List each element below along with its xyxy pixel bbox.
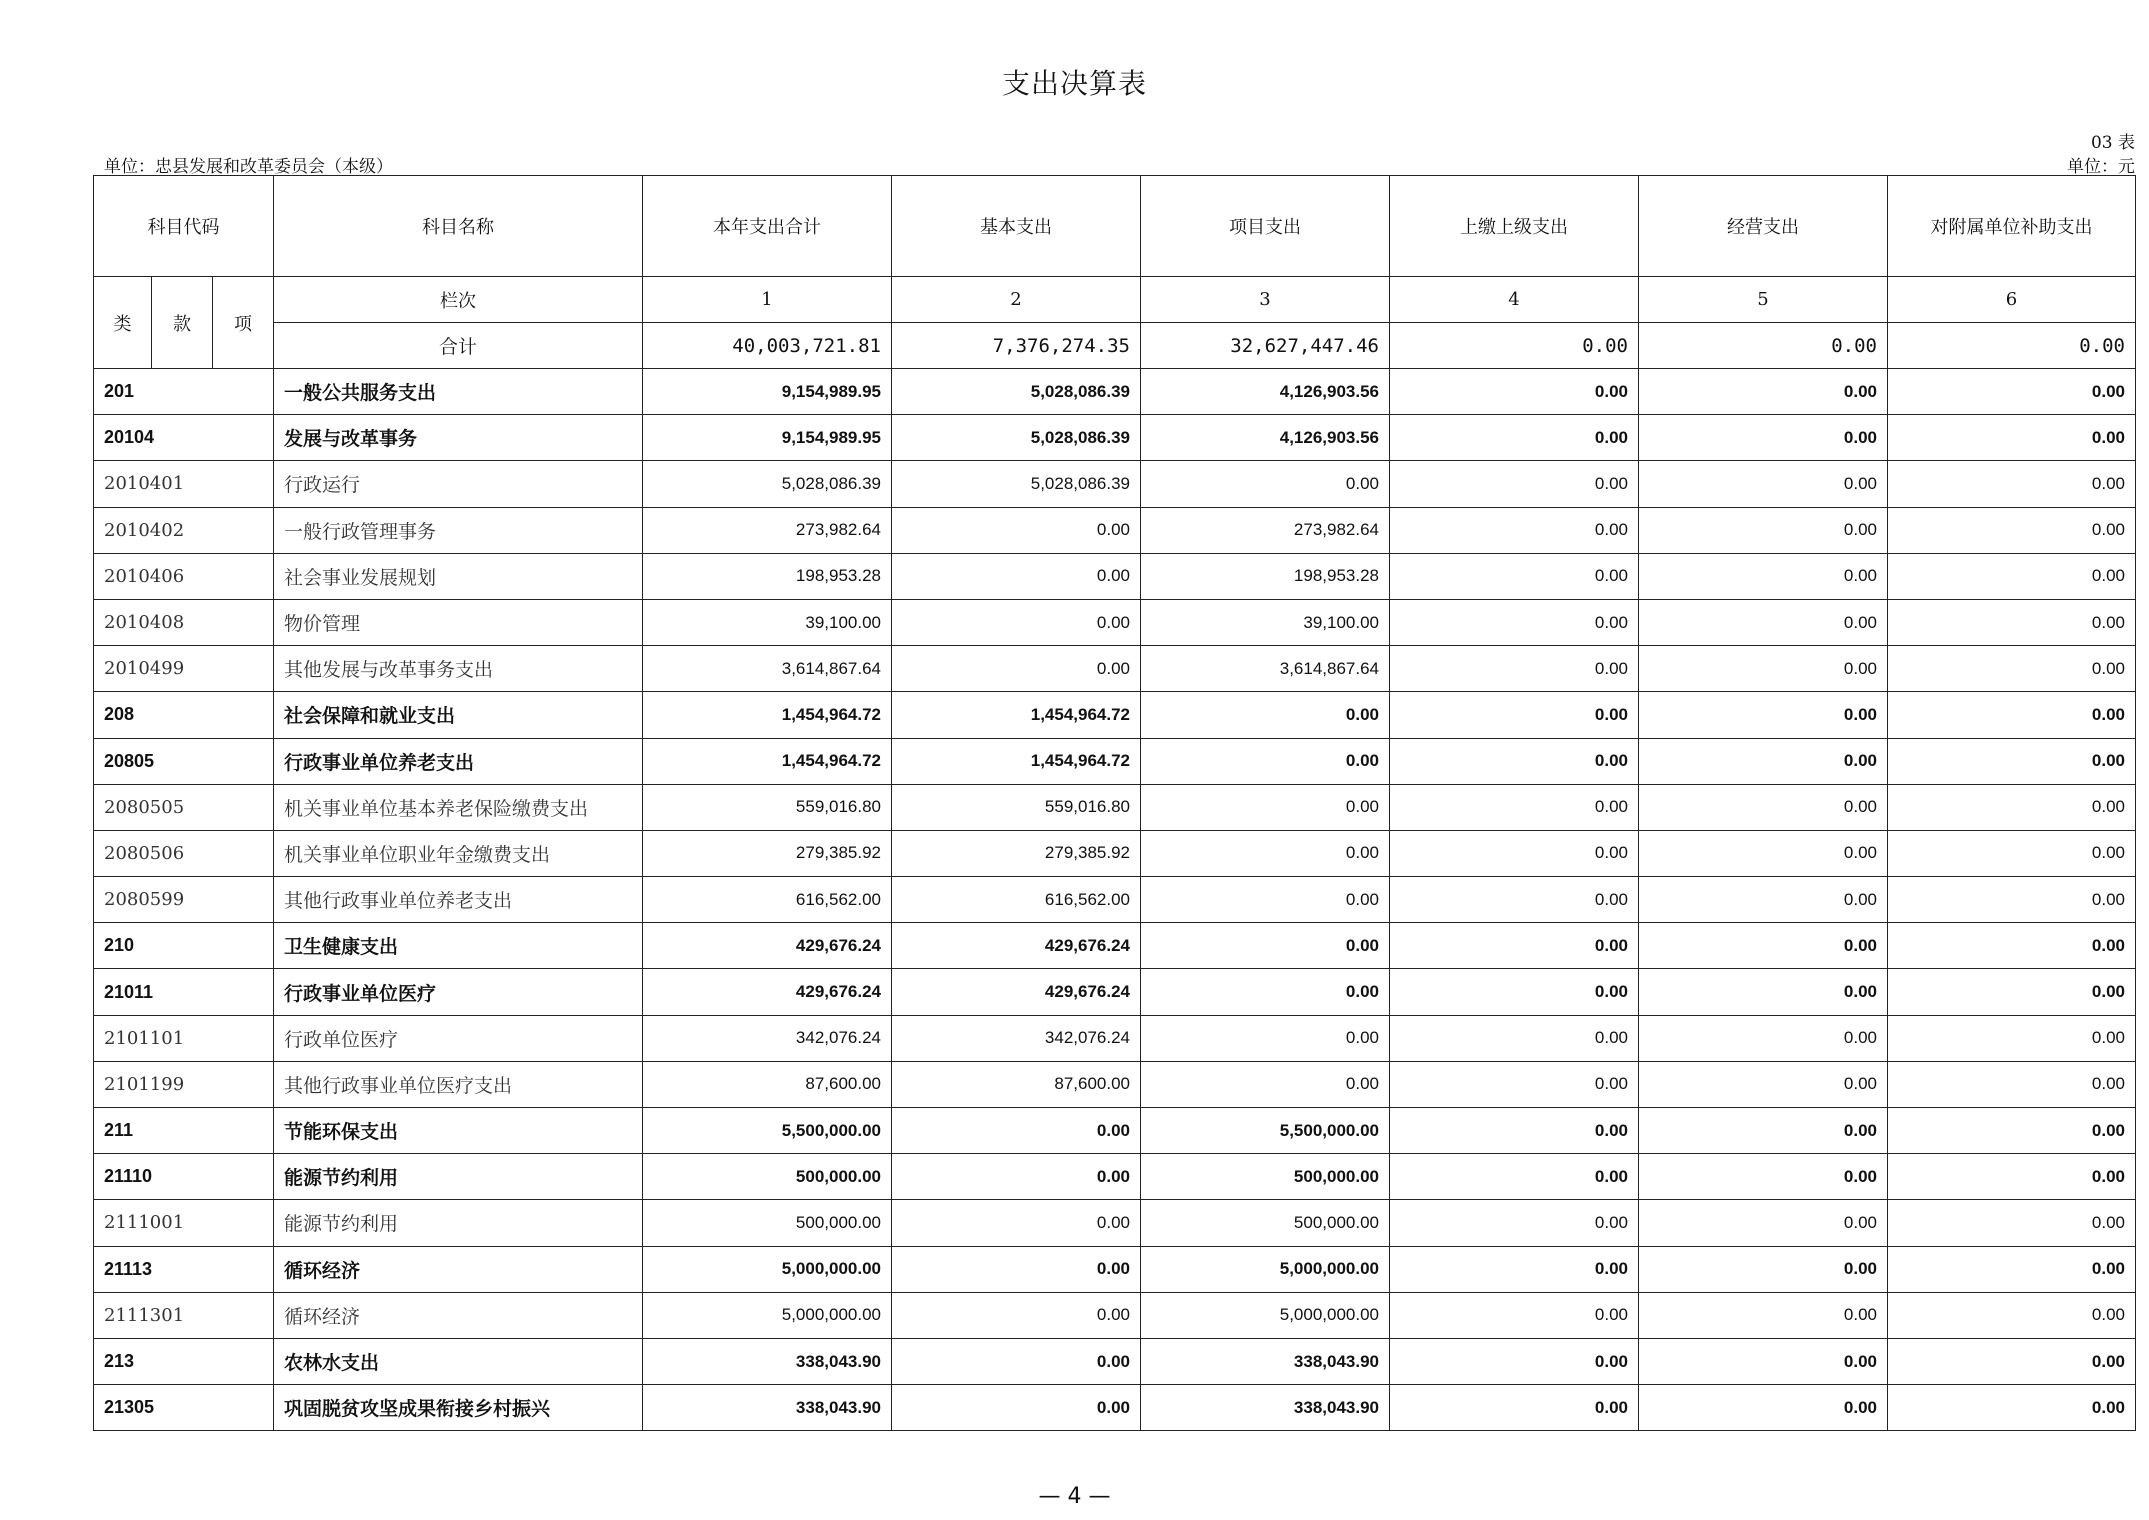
amount-cell: 0.00 <box>1390 738 1639 784</box>
subject-code: 211 <box>94 1108 274 1154</box>
amount-cell: 0.00 <box>1888 1385 2136 1431</box>
amount-cell: 0.00 <box>1639 784 1888 830</box>
column-index-6: 6 <box>1888 277 2136 323</box>
amount-cell: 500,000.00 <box>643 1154 892 1200</box>
header-basic: 基本支出 <box>892 176 1141 277</box>
amount-cell: 0.00 <box>1639 877 1888 923</box>
amount-cell: 0.00 <box>1141 461 1390 507</box>
amount-cell: 0.00 <box>1639 1108 1888 1154</box>
column-index-1: 1 <box>643 277 892 323</box>
subject-code: 213 <box>94 1338 274 1384</box>
amount-cell: 1,454,964.72 <box>892 738 1141 784</box>
amount-cell: 5,500,000.00 <box>643 1108 892 1154</box>
amount-cell: 0.00 <box>1390 1015 1639 1061</box>
amount-cell: 429,676.24 <box>643 923 892 969</box>
amount-cell: 0.00 <box>1390 1292 1639 1338</box>
form-number: 03 表 <box>2090 133 2135 153</box>
subject-code: 2080506 <box>94 830 274 876</box>
amount-cell: 0.00 <box>1888 692 2136 738</box>
amount-cell: 3,614,867.64 <box>1141 646 1390 692</box>
subject-name: 机关事业单位基本养老保险缴费支出 <box>274 784 643 830</box>
amount-cell: 500,000.00 <box>643 1200 892 1246</box>
amount-cell: 0.00 <box>1141 877 1390 923</box>
amount-cell: 0.00 <box>1639 1015 1888 1061</box>
subject-name: 机关事业单位职业年金缴费支出 <box>274 830 643 876</box>
table-row <box>94 923 2136 969</box>
header-name: 科目名称 <box>274 176 643 277</box>
total-label: 合计 <box>274 323 643 369</box>
amount-cell: 0.00 <box>1888 369 2136 415</box>
subject-name: 循环经济 <box>274 1246 643 1292</box>
total-value: 40,003,721.81 <box>643 323 892 369</box>
amount-cell: 5,028,086.39 <box>892 415 1141 461</box>
amount-cell: 198,953.28 <box>643 553 892 599</box>
amount-cell: 5,028,086.39 <box>892 461 1141 507</box>
amount-cell: 0.00 <box>1639 1246 1888 1292</box>
amount-cell: 0.00 <box>1888 1154 2136 1200</box>
amount-cell: 0.00 <box>1639 1154 1888 1200</box>
amount-cell: 0.00 <box>1390 369 1639 415</box>
amount-cell: 0.00 <box>1639 1385 1888 1431</box>
amount-cell: 0.00 <box>1390 1385 1639 1431</box>
amount-cell: 273,982.64 <box>643 507 892 553</box>
header-total: 本年支出合计 <box>643 176 892 277</box>
header-remit: 上缴上级支出 <box>1390 176 1639 277</box>
amount-cell: 0.00 <box>1639 553 1888 599</box>
table-row <box>94 738 2136 784</box>
amount-cell: 0.00 <box>892 1108 1141 1154</box>
table-row <box>94 369 2136 415</box>
subject-code: 2080505 <box>94 784 274 830</box>
table-row <box>94 784 2136 830</box>
amount-cell: 0.00 <box>1639 461 1888 507</box>
table-row <box>94 599 2136 645</box>
amount-cell: 0.00 <box>1888 1108 2136 1154</box>
amount-cell: 0.00 <box>1141 784 1390 830</box>
table-row <box>94 1108 2136 1154</box>
amount-cell: 0.00 <box>892 507 1141 553</box>
amount-cell: 5,000,000.00 <box>643 1246 892 1292</box>
amount-cell: 0.00 <box>1639 1200 1888 1246</box>
amount-cell: 0.00 <box>1639 369 1888 415</box>
amount-cell: 5,000,000.00 <box>1141 1246 1390 1292</box>
amount-cell: 39,100.00 <box>643 599 892 645</box>
amount-cell: 0.00 <box>892 1246 1141 1292</box>
amount-cell: 0.00 <box>1888 784 2136 830</box>
amount-cell: 0.00 <box>1141 692 1390 738</box>
amount-cell: 0.00 <box>1639 1292 1888 1338</box>
amount-cell: 0.00 <box>1888 923 2136 969</box>
amount-cell: 87,600.00 <box>643 1061 892 1107</box>
header-code: 科目代码 <box>94 176 274 277</box>
amount-cell: 0.00 <box>1141 1015 1390 1061</box>
subject-name: 能源节约利用 <box>274 1154 643 1200</box>
subject-code: 20805 <box>94 738 274 784</box>
amount-cell: 338,043.90 <box>643 1385 892 1431</box>
subject-name: 节能环保支出 <box>274 1108 643 1154</box>
amount-cell: 338,043.90 <box>643 1338 892 1384</box>
subject-code: 2080599 <box>94 877 274 923</box>
table-row <box>94 1385 2136 1431</box>
amount-cell: 500,000.00 <box>1141 1200 1390 1246</box>
subject-name: 行政事业单位养老支出 <box>274 738 643 784</box>
amount-cell: 0.00 <box>1888 461 2136 507</box>
amount-cell: 616,562.00 <box>643 877 892 923</box>
amount-cell: 0.00 <box>1888 1200 2136 1246</box>
amount-cell: 1,454,964.72 <box>643 738 892 784</box>
amount-cell: 0.00 <box>1888 1061 2136 1107</box>
amount-cell: 0.00 <box>1888 1292 2136 1338</box>
subject-name: 一般公共服务支出 <box>274 369 643 415</box>
amount-cell: 5,500,000.00 <box>1141 1108 1390 1154</box>
amount-cell: 342,076.24 <box>643 1015 892 1061</box>
subject-name: 发展与改革事务 <box>274 415 643 461</box>
subject-code: 201 <box>94 369 274 415</box>
column-index-5: 5 <box>1639 277 1888 323</box>
amount-cell: 559,016.80 <box>892 784 1141 830</box>
header-row <box>94 176 2136 277</box>
amount-cell: 429,676.24 <box>643 969 892 1015</box>
amount-cell: 338,043.90 <box>1141 1338 1390 1384</box>
subject-name: 行政运行 <box>274 461 643 507</box>
amount-cell: 0.00 <box>1390 507 1639 553</box>
subject-code: 20104 <box>94 415 274 461</box>
reporting-unit: 单位：忠县发展和改革委员会（本级） <box>104 157 393 177</box>
table-row <box>94 692 2136 738</box>
amount-cell: 0.00 <box>892 553 1141 599</box>
expenditure-table <box>93 175 2136 1431</box>
amount-cell: 0.00 <box>892 1154 1141 1200</box>
amount-cell: 87,600.00 <box>892 1061 1141 1107</box>
subject-name: 行政单位医疗 <box>274 1015 643 1061</box>
amount-cell: 0.00 <box>892 1200 1141 1246</box>
amount-cell: 4,126,903.56 <box>1141 415 1390 461</box>
amount-cell: 0.00 <box>1390 877 1639 923</box>
subject-name: 其他发展与改革事务支出 <box>274 646 643 692</box>
subject-code: 21011 <box>94 969 274 1015</box>
subject-name: 社会保障和就业支出 <box>274 692 643 738</box>
amount-cell: 500,000.00 <box>1141 1154 1390 1200</box>
header-xiang: 项 <box>213 277 274 369</box>
amount-cell: 5,000,000.00 <box>1141 1292 1390 1338</box>
amount-cell: 0.00 <box>892 1338 1141 1384</box>
amount-cell: 0.00 <box>1888 738 2136 784</box>
amount-cell: 279,385.92 <box>892 830 1141 876</box>
subject-code: 2010406 <box>94 553 274 599</box>
total-value: 32,627,447.46 <box>1141 323 1390 369</box>
amount-cell: 0.00 <box>1390 1246 1639 1292</box>
amount-cell: 279,385.92 <box>643 830 892 876</box>
amount-cell: 273,982.64 <box>1141 507 1390 553</box>
total-value: 0.00 <box>1390 323 1639 369</box>
table-row <box>94 1338 2136 1384</box>
amount-cell: 5,000,000.00 <box>643 1292 892 1338</box>
total-value: 0.00 <box>1639 323 1888 369</box>
subject-name: 能源节约利用 <box>274 1200 643 1246</box>
table-row <box>94 877 2136 923</box>
amount-cell: 0.00 <box>1390 1061 1639 1107</box>
amount-cell: 0.00 <box>1888 877 2136 923</box>
subject-name: 循环经济 <box>274 1292 643 1338</box>
amount-cell: 0.00 <box>1390 1154 1639 1200</box>
subject-name: 一般行政管理事务 <box>274 507 643 553</box>
subject-name: 其他行政事业单位医疗支出 <box>274 1061 643 1107</box>
column-index-row <box>94 277 2136 323</box>
subject-name: 卫生健康支出 <box>274 923 643 969</box>
amount-cell: 0.00 <box>1141 830 1390 876</box>
amount-cell: 0.00 <box>1888 646 2136 692</box>
header-kuan: 款 <box>152 277 213 369</box>
table-row <box>94 1015 2136 1061</box>
column-index-2: 2 <box>892 277 1141 323</box>
amount-cell: 0.00 <box>1888 507 2136 553</box>
table-row <box>94 507 2136 553</box>
amount-cell: 0.00 <box>1639 599 1888 645</box>
table-row <box>94 461 2136 507</box>
amount-cell: 0.00 <box>1639 507 1888 553</box>
subject-name: 社会事业发展规划 <box>274 553 643 599</box>
amount-cell: 429,676.24 <box>892 923 1141 969</box>
amount-cell: 0.00 <box>1639 1061 1888 1107</box>
amount-cell: 198,953.28 <box>1141 553 1390 599</box>
header-lanci: 栏次 <box>274 277 643 323</box>
amount-cell: 0.00 <box>1390 1108 1639 1154</box>
table-row <box>94 646 2136 692</box>
subject-code: 21305 <box>94 1385 274 1431</box>
amount-cell: 338,043.90 <box>1141 1385 1390 1431</box>
subject-name: 其他行政事业单位养老支出 <box>274 877 643 923</box>
amount-cell: 0.00 <box>1639 692 1888 738</box>
amount-cell: 4,126,903.56 <box>1141 369 1390 415</box>
table-row <box>94 1246 2136 1292</box>
subject-code: 21113 <box>94 1246 274 1292</box>
amount-cell: 0.00 <box>1141 923 1390 969</box>
amount-cell: 0.00 <box>1888 1338 2136 1384</box>
table-row <box>94 415 2136 461</box>
amount-cell: 0.00 <box>1888 1015 2136 1061</box>
amount-cell: 0.00 <box>892 1385 1141 1431</box>
amount-cell: 39,100.00 <box>1141 599 1390 645</box>
header-business: 经营支出 <box>1639 176 1888 277</box>
amount-cell: 0.00 <box>1639 738 1888 784</box>
amount-cell: 0.00 <box>1390 461 1639 507</box>
amount-cell: 0.00 <box>1390 830 1639 876</box>
amount-cell: 0.00 <box>1390 923 1639 969</box>
amount-cell: 616,562.00 <box>892 877 1141 923</box>
amount-cell: 0.00 <box>1639 969 1888 1015</box>
amount-cell: 0.00 <box>1888 969 2136 1015</box>
total-value: 7,376,274.35 <box>892 323 1141 369</box>
amount-cell: 0.00 <box>1390 553 1639 599</box>
subject-name: 农林水支出 <box>274 1338 643 1384</box>
subject-code: 2010402 <box>94 507 274 553</box>
amount-cell: 429,676.24 <box>892 969 1141 1015</box>
amount-cell: 0.00 <box>1390 415 1639 461</box>
header-lei: 类 <box>94 277 152 369</box>
subject-name: 巩固脱贫攻坚成果衔接乡村振兴 <box>274 1385 643 1431</box>
header-subsidy: 对附属单位补助支出 <box>1888 176 2136 277</box>
amount-cell: 0.00 <box>1888 415 2136 461</box>
table-row <box>94 830 2136 876</box>
column-index-4: 4 <box>1390 277 1639 323</box>
subject-code: 21110 <box>94 1154 274 1200</box>
subject-name: 物价管理 <box>274 599 643 645</box>
table-row <box>94 969 2136 1015</box>
amount-cell: 0.00 <box>1141 738 1390 784</box>
subject-name: 行政事业单位医疗 <box>274 969 643 1015</box>
amount-cell: 0.00 <box>1639 646 1888 692</box>
amount-cell: 0.00 <box>1639 923 1888 969</box>
amount-cell: 0.00 <box>1888 830 2136 876</box>
amount-cell: 1,454,964.72 <box>892 692 1141 738</box>
total-row <box>94 323 2136 369</box>
subject-code: 2111301 <box>94 1292 274 1338</box>
amount-cell: 0.00 <box>1390 646 1639 692</box>
total-value: 0.00 <box>1888 323 2136 369</box>
table-row <box>94 1061 2136 1107</box>
amount-cell: 0.00 <box>892 1292 1141 1338</box>
amount-cell: 9,154,989.95 <box>643 415 892 461</box>
subject-code: 2010499 <box>94 646 274 692</box>
amount-cell: 0.00 <box>892 599 1141 645</box>
subject-code: 2101199 <box>94 1061 274 1107</box>
amount-cell: 0.00 <box>1390 599 1639 645</box>
header-project: 项目支出 <box>1141 176 1390 277</box>
amount-cell: 5,028,086.39 <box>643 461 892 507</box>
amount-cell: 0.00 <box>892 646 1141 692</box>
subject-code: 210 <box>94 923 274 969</box>
subject-code: 2010401 <box>94 461 274 507</box>
amount-cell: 0.00 <box>1390 784 1639 830</box>
table-row <box>94 1292 2136 1338</box>
amount-cell: 0.00 <box>1888 553 2136 599</box>
subject-code: 208 <box>94 692 274 738</box>
amount-cell: 559,016.80 <box>643 784 892 830</box>
amount-cell: 0.00 <box>1141 969 1390 1015</box>
amount-cell: 0.00 <box>1390 969 1639 1015</box>
amount-cell: 0.00 <box>1141 1061 1390 1107</box>
amount-cell: 0.00 <box>1390 1200 1639 1246</box>
amount-cell: 5,028,086.39 <box>892 369 1141 415</box>
currency-unit: 单位：元 <box>2067 157 2135 177</box>
table-row <box>94 1154 2136 1200</box>
subject-code: 2111001 <box>94 1200 274 1246</box>
amount-cell: 0.00 <box>1639 415 1888 461</box>
page-number: — 4 — <box>1038 1484 1111 1509</box>
amount-cell: 9,154,989.95 <box>643 369 892 415</box>
table-row <box>94 553 2136 599</box>
amount-cell: 1,454,964.72 <box>643 692 892 738</box>
amount-cell: 0.00 <box>1390 1338 1639 1384</box>
page-title: 支出决算表 <box>1001 67 1147 100</box>
amount-cell: 3,614,867.64 <box>643 646 892 692</box>
amount-cell: 0.00 <box>1888 599 2136 645</box>
subject-code: 2010408 <box>94 599 274 645</box>
amount-cell: 342,076.24 <box>892 1015 1141 1061</box>
table-row <box>94 1200 2136 1246</box>
amount-cell: 0.00 <box>1390 692 1639 738</box>
amount-cell: 0.00 <box>1888 1246 2136 1292</box>
subject-code: 2101101 <box>94 1015 274 1061</box>
amount-cell: 0.00 <box>1639 1338 1888 1384</box>
amount-cell: 0.00 <box>1639 830 1888 876</box>
column-index-3: 3 <box>1141 277 1390 323</box>
